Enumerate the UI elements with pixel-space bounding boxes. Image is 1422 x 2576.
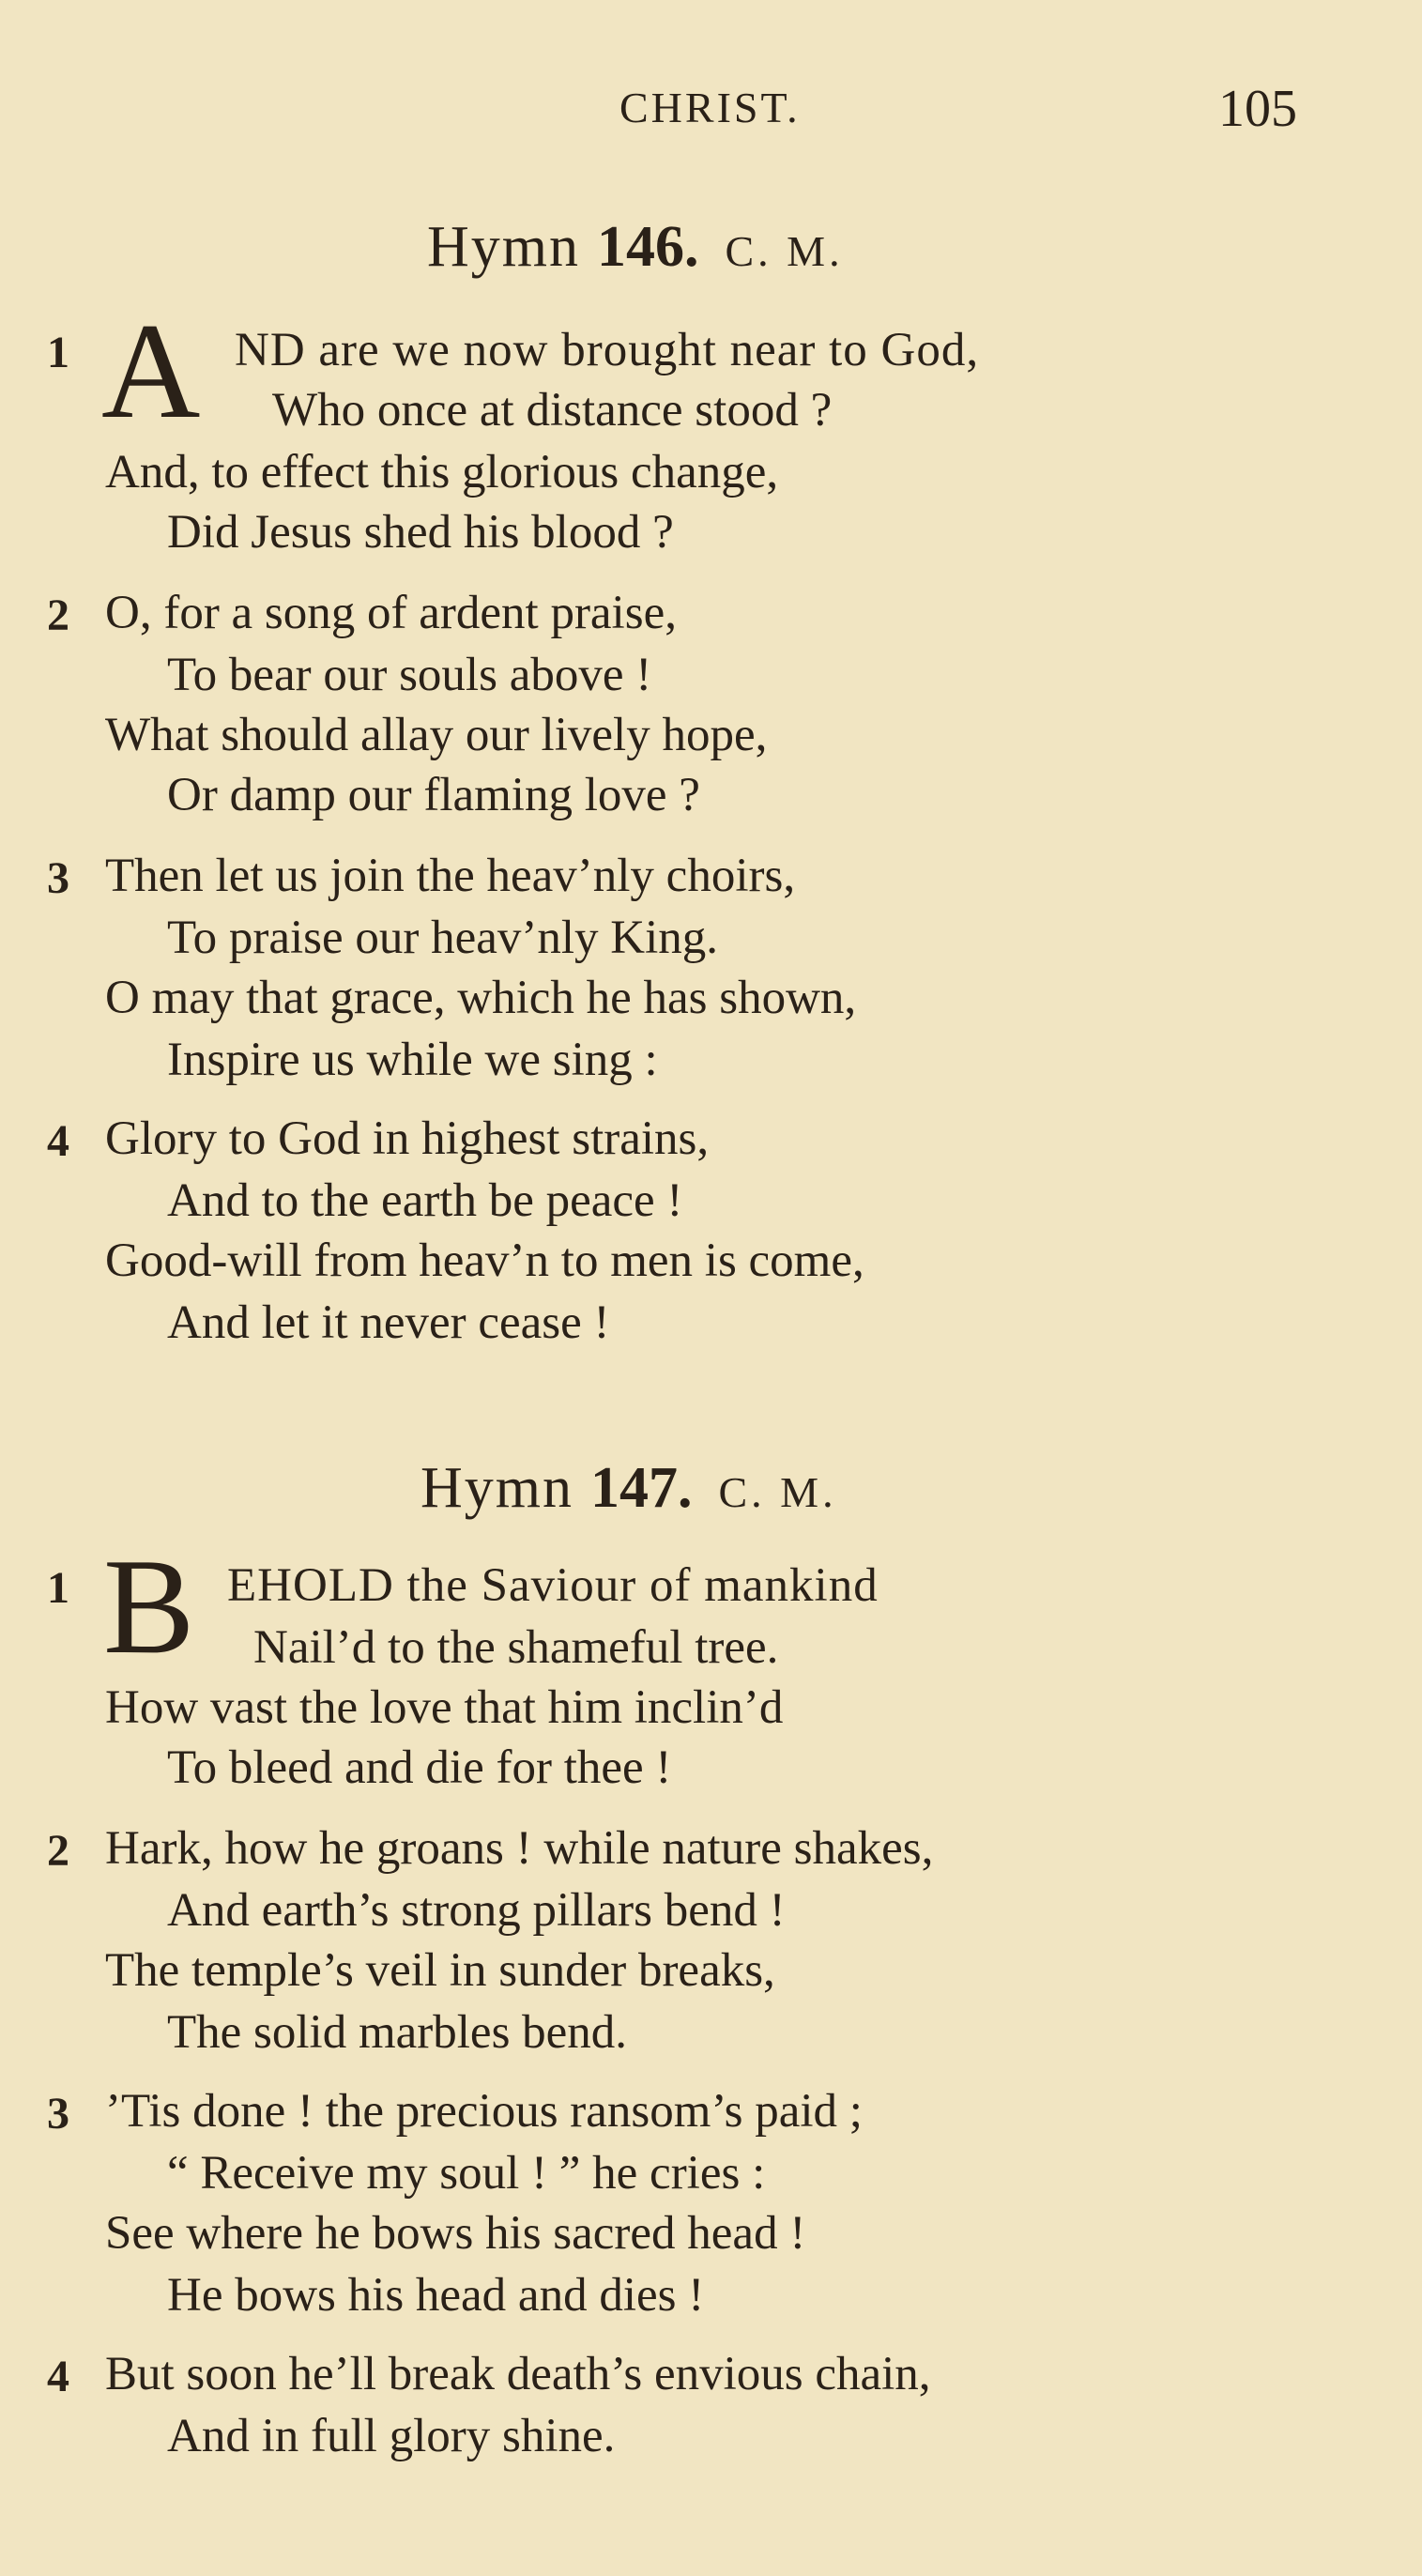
verse-line: Who once at distance stood ? (272, 384, 833, 437)
hymn-number: 146. (597, 215, 699, 279)
verse-number: 2 (47, 1826, 69, 1876)
verse-number: 4 (47, 1116, 69, 1166)
verse-line: See where he bows his sacred head ! (105, 2207, 806, 2260)
verse-number: 3 (47, 2089, 69, 2139)
verse-line: To praise our heav’nly King. (167, 912, 719, 964)
hymn-number: 147. (590, 1456, 693, 1520)
hymn-147-heading (420, 1455, 837, 1522)
verse-line: And in full glory shine. (167, 2410, 616, 2462)
verse-line: He bows his head and dies ! (167, 2269, 705, 2322)
verse-line: How vast the love that him inclin’d (105, 1681, 784, 1734)
verse-line: Or damp our flaming love ? (167, 769, 700, 821)
verse-line: Nail’d to the shameful tree. (253, 1621, 779, 1674)
hymn-label: Hymn (420, 1456, 573, 1520)
page-number: 105 (1218, 80, 1297, 138)
verse-line: Inspire us while we sing : (167, 1034, 658, 1086)
verse-line: O, for a song of ardent praise, (105, 587, 677, 639)
verse-number: 1 (47, 1563, 69, 1613)
verse-number: 4 (47, 2352, 69, 2401)
verse-line: Did Jesus shed his blood ? (167, 506, 674, 559)
verse-line: Hark, how he groans ! while nature shakes, (105, 1822, 934, 1875)
verse-line: ND are we now brought near to God, (235, 324, 980, 376)
drop-cap: B (103, 1530, 195, 1682)
verse-number: 2 (47, 590, 69, 640)
verse-line: And to the earth be peace ! (167, 1174, 683, 1227)
verse-line: Then let us join the heav’nly choirs, (105, 850, 796, 902)
verse-line: Glory to God in highest strains, (105, 1112, 710, 1165)
verse-line: To bear our souls above ! (167, 649, 652, 701)
hymn-meter: C. M. (718, 1468, 837, 1516)
verse-line: The temple’s veil in sunder breaks, (105, 1944, 775, 1997)
verse-line: But soon he’ll break death’s envious chain, (105, 2348, 931, 2400)
hymn-label: Hymn (427, 215, 580, 279)
hymn-meter: C. M. (725, 227, 844, 275)
verse-line: And, to effect this glorious change, (105, 446, 779, 498)
verse-line: To bleed and die for thee ! (167, 1741, 672, 1794)
running-title: CHRIST. (619, 84, 801, 131)
verse-line: And let it never cease ! (167, 1296, 610, 1349)
verse-line: ’Tis done ! the precious ransom’s paid ; (105, 2085, 863, 2138)
verse-line: O may that grace, which he has shown, (105, 972, 857, 1024)
hymn-146-heading (427, 214, 844, 281)
verse-line: The solid marbles bend. (167, 2006, 628, 2059)
verse-line: What should allay our lively hope, (105, 709, 768, 761)
verse-line: And earth’s strong pillars bend ! (167, 1884, 786, 1937)
verse-line: EHOLD the Saviour of mankind (227, 1559, 879, 1612)
verse-line: Good-will from heav’n to men is come, (105, 1234, 864, 1287)
verse-line: “ Receive my soul ! ” he cries : (167, 2147, 766, 2200)
verse-number: 3 (47, 853, 69, 903)
drop-cap: A (101, 295, 201, 447)
verse-number: 1 (47, 328, 69, 377)
